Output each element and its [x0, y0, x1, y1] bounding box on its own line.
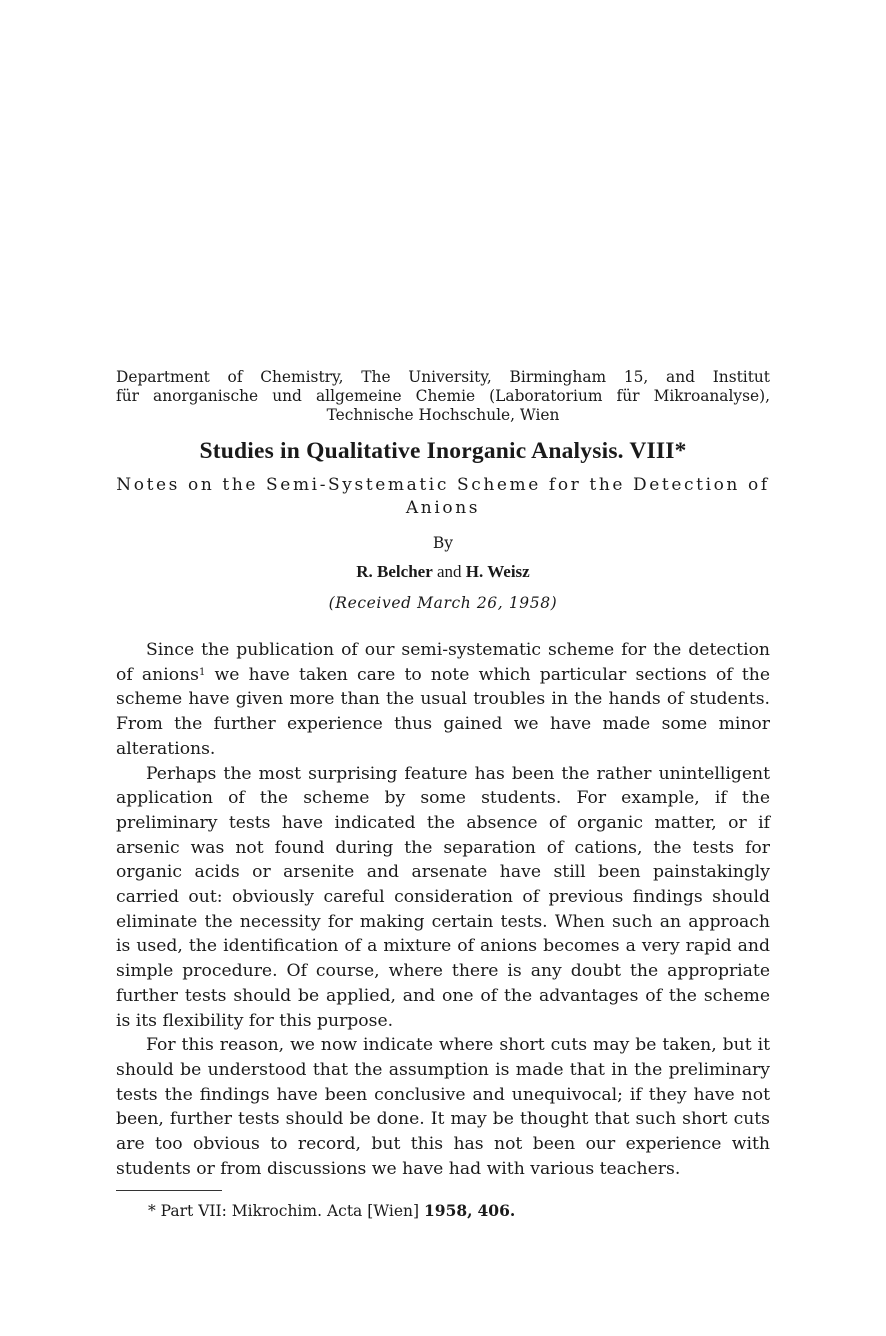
article-subtitle: Notes on the Semi-Systematic Scheme for the Detection of Anions [116, 475, 770, 518]
affiliation-line-1: Department of Chemistry, The University, Birmingham 15, and Institut [116, 368, 770, 386]
by-line: By [432, 534, 454, 552]
footnote-divider [116, 1190, 222, 1191]
authors-conjunction: and [437, 562, 462, 581]
received-date: (Received March 26, 1958) [328, 594, 558, 612]
footnote [116, 1201, 770, 1220]
paragraph-1-start: Since the publication of our semi-systematic scheme for the detection of anions [116, 640, 770, 685]
footnote-text: * Part VII: Mikrochim. Acta [Wien] [148, 1202, 420, 1221]
authors [116, 562, 770, 582]
affiliation-line-2: für anorganische und allgemeine Chemie (Laboratorium für Mikroanalyse), [116, 387, 770, 405]
paragraph-1 [116, 638, 770, 762]
paragraph-1-end: we have taken care to note which particular sections of the scheme have given more than the usual troubles in the hands of students. From the further experience thus gained we have made some minor alterations. [116, 664, 770, 759]
article-body [116, 638, 770, 1181]
author-1: R. Belcher [356, 562, 433, 581]
affiliation [116, 368, 770, 425]
reference-marker: 1 [198, 666, 206, 678]
footnote-page: 406. [477, 1201, 516, 1221]
paragraph-2: Perhaps the most surprising feature has been the rather unintelligent application of the scheme by some students. For example, if the preliminary tests have indicated the absence of organic matter, or if arsenic was not found during the separation of cations, the tests for organic acids or arsenite and arsenate have still been painstakingly carried out: obviously careful consideration of previous findings should eliminate the necessity for making certain tests. When such an approach is used, the identification of a mixture of anions becomes a very rapid and simple procedure. Of course, where there is any doubt the appropriate further tests should be applied, and one of the advantages of the scheme is its flexibility for this purpose. [116, 763, 770, 1031]
author-2: H. Weisz [465, 562, 530, 581]
article-title: Studies in Qualitative Inorganic Analysis. VIII* [199, 438, 687, 464]
footnote-year: 1958, [424, 1201, 473, 1221]
affiliation-line-3: Technische Hochschule, Wien [326, 406, 560, 424]
article-page [116, 368, 770, 1220]
paragraph-3: For this reason, we now indicate where short cuts may be taken, but it should be understood that the assumption is made that in the preliminary tests the findings have been conclusive and unequivocal; if they have not been, further tests should be done. It may be thought that such short cuts are too obvious to record, but this has not been our experience with students or from discussions we have had with various teachers. [116, 1035, 770, 1179]
